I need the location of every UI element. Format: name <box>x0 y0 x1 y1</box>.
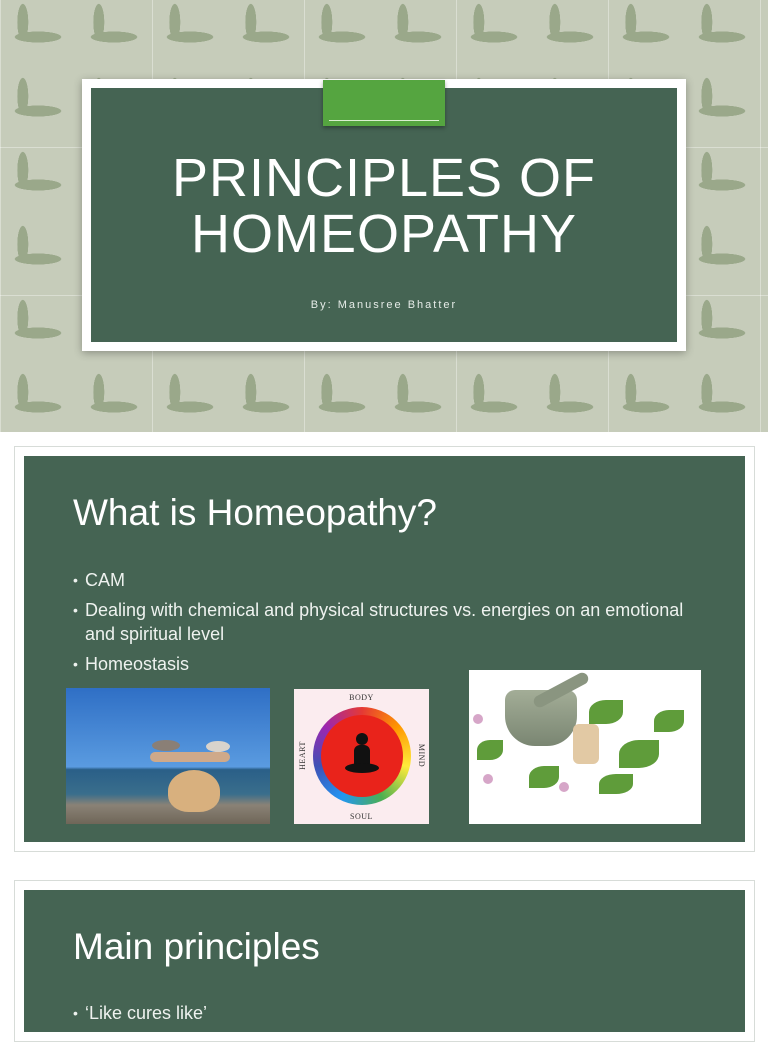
balancing-stones-image <box>66 688 270 824</box>
leaf <box>599 774 633 794</box>
leaf <box>619 740 659 768</box>
stone-base <box>168 770 220 812</box>
leaf <box>589 700 623 724</box>
title-line-2: HOMEOPATHY <box>190 204 578 264</box>
flower <box>483 774 493 784</box>
bullet-list <box>73 1001 713 1031</box>
bullet-item: • ‘Like cures like’ <box>73 1001 713 1025</box>
bullet-list <box>73 568 713 682</box>
balance-plank <box>150 752 230 762</box>
bullet-item: • Dealing with chemical and physical structures vs. energies on an emotional and spiritual level <box>73 598 713 646</box>
slide-heading: Main principles <box>73 926 320 967</box>
ring-center <box>321 715 403 797</box>
leaf <box>654 710 684 732</box>
mortar-and-herbs-image <box>469 670 701 824</box>
meditation-figure-icon <box>345 733 379 779</box>
label-body: BODY <box>349 693 374 702</box>
label-heart: HEART <box>297 741 307 770</box>
leaf <box>477 740 503 760</box>
slide-heading: What is Homeopathy? <box>73 492 438 533</box>
label-soul: SOUL <box>350 812 373 821</box>
flower <box>559 782 569 792</box>
flower <box>473 714 483 724</box>
bullet-item: • Homeostasis <box>73 652 713 676</box>
title-line-1: PRINCIPLES OF <box>171 148 597 208</box>
body-mind-soul-diagram <box>294 689 429 824</box>
author-byline: By: Manusree Bhatter <box>310 299 458 311</box>
label-mind: MIND <box>416 743 426 768</box>
bullet-item: • CAM <box>73 568 713 592</box>
presentation-title <box>0 150 768 262</box>
leaf <box>529 766 559 788</box>
title-slide <box>0 0 768 432</box>
bottle <box>573 724 599 764</box>
rock-right <box>206 741 230 752</box>
rock-left <box>152 740 180 751</box>
accent-tab <box>323 80 445 126</box>
rainbow-ring <box>313 707 411 805</box>
